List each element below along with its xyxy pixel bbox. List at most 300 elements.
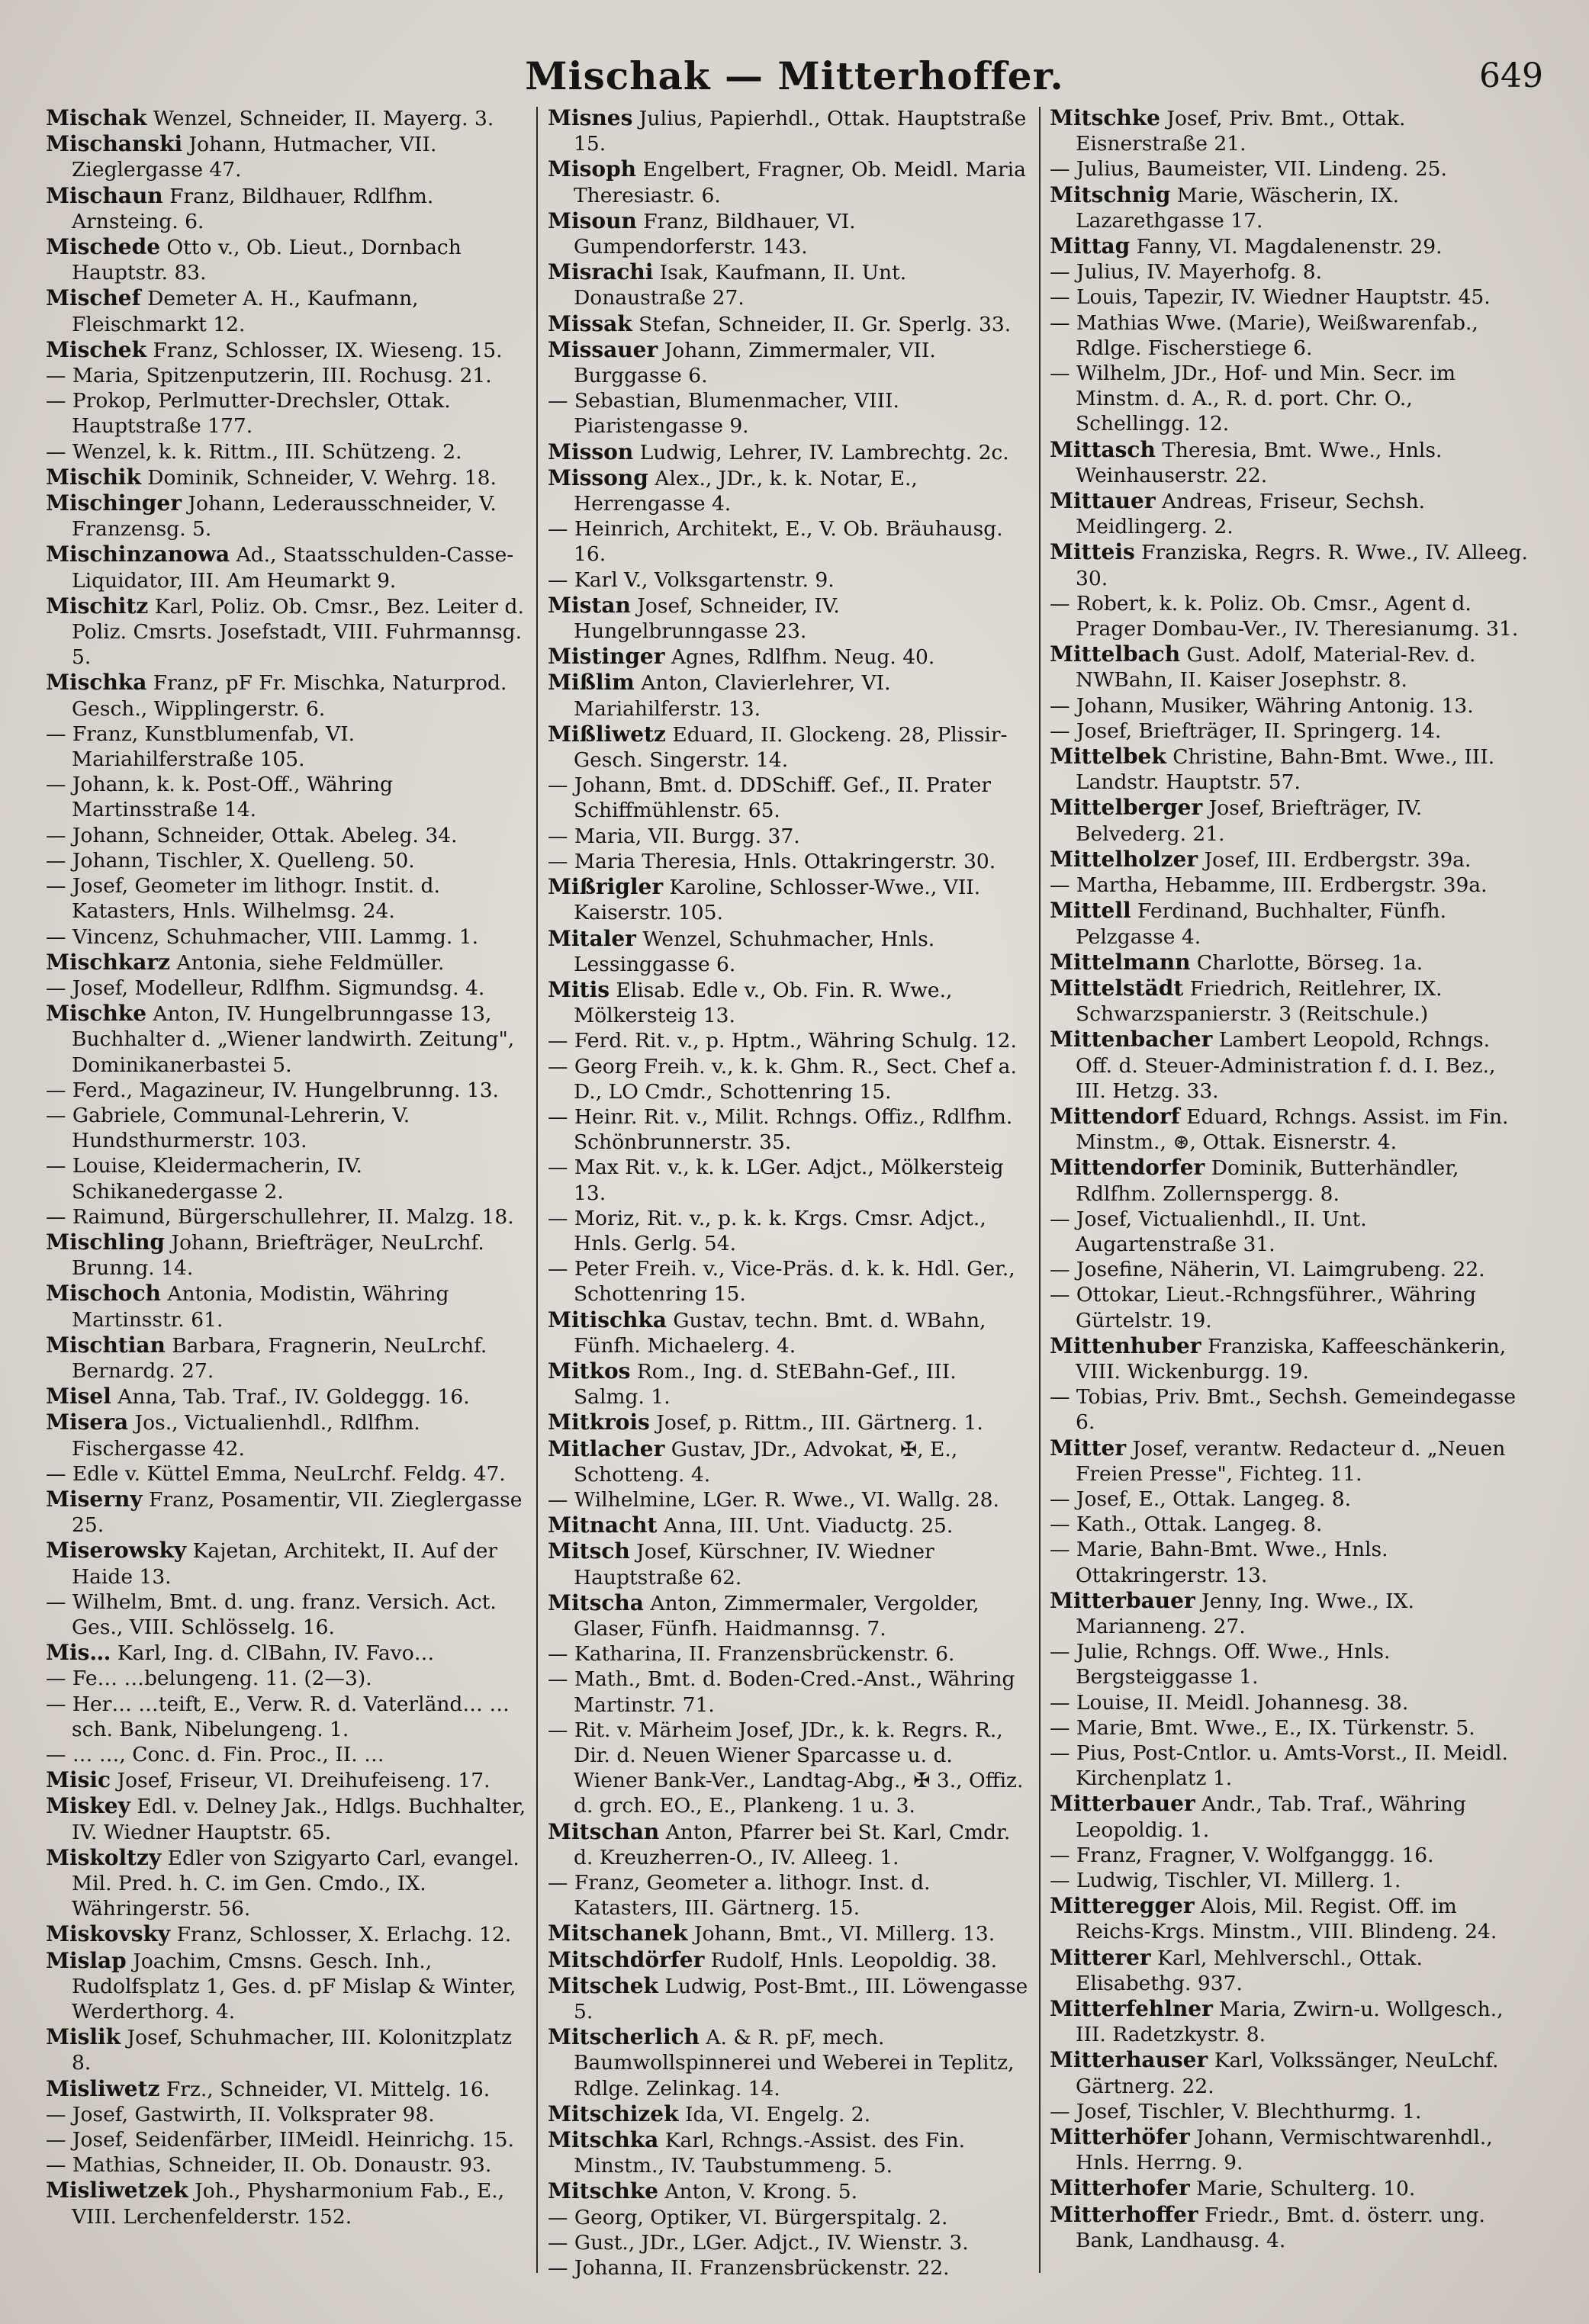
entry-surname: Mitis bbox=[548, 976, 610, 1002]
directory-entry bbox=[46, 542, 528, 593]
directory-entry bbox=[46, 1230, 528, 1281]
directory-entry bbox=[548, 644, 1030, 670]
directory-entry bbox=[46, 1281, 528, 1332]
entry-details: — Franz, Kunstblumenfab, VI. Mariahilferstraße 105. bbox=[46, 722, 355, 772]
directory-entry bbox=[1050, 1791, 1532, 1842]
entry-details: — Mathias Wwe. (Marie), Weißwarenfab., Rdlge. Fischerstiege 6. bbox=[1050, 310, 1478, 360]
directory-entry bbox=[548, 337, 1030, 388]
directory-entry bbox=[548, 670, 1030, 721]
entry-details: Marie, Wäscherin, IX. Lazarethgasse 17. bbox=[1076, 183, 1400, 233]
directory-entry bbox=[46, 2076, 528, 2102]
entry-surname: Mitsch bbox=[548, 1538, 630, 1564]
entry-details: Joh., Physharmonium Fab., E., VIII. Lerchenfelderstr. 152. bbox=[72, 2179, 505, 2229]
entry-details: Rom., Ing. d. StEBahn-Gef., III. Salmg. 1. bbox=[574, 1359, 957, 1410]
entry-details: — Vincenz, Schuhmacher, VIII. Lammg. 1. bbox=[46, 924, 478, 949]
entry-surname: Mitterhauser bbox=[1050, 2047, 1208, 2073]
entry-details: Theresia, Bmt. Wwe., Hnls. Weinhauserstr. 22. bbox=[1076, 438, 1443, 487]
entry-surname: Misrachi bbox=[548, 259, 654, 285]
directory-entry bbox=[46, 976, 528, 1001]
entry-details: — Georg, Optiker, VI. Bürgerspitalg. 2. bbox=[548, 2205, 948, 2229]
entry-details: — Josef, Gastwirth, II. Volksprater 98. bbox=[46, 2102, 435, 2126]
entry-details: — Heinrich, Architekt, E., V. Ob. Bräuhausg. 16. bbox=[548, 517, 1003, 567]
entry-details: — Maria, VII. Burgg. 37. bbox=[548, 824, 800, 848]
entry-details: — Prokop, Perlmutter-Drechsler, Ottak. Hauptstraße 177. bbox=[46, 389, 451, 439]
directory-entry bbox=[46, 670, 528, 721]
entry-details: Anna, III. Unt. Viaductg. 25. bbox=[663, 1514, 954, 1538]
entry-surname: Mischinzanowa bbox=[46, 542, 230, 567]
entry-details: — Sebastian, Blumenmacher, VIII. Piaristengasse 9. bbox=[548, 389, 899, 439]
entry-details: — Mathias, Schneider, II. Ob. Donaustr. 93. bbox=[46, 2153, 492, 2178]
entry-surname: Mitaler bbox=[548, 925, 636, 951]
directory-column-2 bbox=[548, 105, 1030, 2302]
entry-surname: Mischoch bbox=[46, 1281, 161, 1307]
entry-surname: Mistinger bbox=[548, 644, 665, 670]
entry-details: Lambert Leopold, Rchngs. Off. d. Steuer-Administration f. d. I. Bez., III. Hetzg. 33. bbox=[1076, 1028, 1496, 1103]
directory-entry bbox=[1050, 1027, 1532, 1104]
directory-entry bbox=[46, 131, 528, 182]
directory-entry bbox=[1050, 437, 1532, 488]
directory-entry bbox=[548, 773, 1030, 823]
entry-surname: Mittag bbox=[1050, 233, 1131, 259]
entry-details: — Georg Freih. v., k. k. Ghm. R., Sect. Chef a. D., LO Cmdr., Schottenring 15. bbox=[548, 1054, 1017, 1104]
entry-surname: Mitschka bbox=[548, 2127, 659, 2153]
entry-details: Josef, Schuhmacher, III. Kolonitzplatz 8. bbox=[72, 2026, 513, 2075]
directory-entry bbox=[46, 1410, 528, 1461]
entry-details: Franziska, Regrs. R. Wwe., IV. Alleeg. 30. bbox=[1076, 541, 1528, 590]
directory-entry bbox=[46, 1742, 528, 1767]
entry-details: Rudolf, Hnls. Leopoldig. 38. bbox=[710, 1948, 998, 1972]
entry-details: — Johann, Bmt. d. DDSchiff. Gef., II. Prater Schiffmühlenstr. 65. bbox=[548, 773, 992, 823]
directory-entry bbox=[46, 285, 528, 336]
directory-entry bbox=[1050, 233, 1532, 259]
entry-details: Gustav, JDr., Advokat, ✠, E., Schotteng. 4. bbox=[574, 1437, 958, 1487]
directory-entry bbox=[46, 439, 528, 464]
entry-surname: Mittendorf bbox=[1050, 1103, 1180, 1129]
directory-entry bbox=[46, 1204, 528, 1230]
directory-entry bbox=[46, 464, 528, 490]
entry-details: — Josef, Briefträger, II. Springerg. 14. bbox=[1050, 718, 1442, 743]
entry-surname: Mischitz bbox=[46, 593, 149, 619]
entry-surname: Mischling bbox=[46, 1229, 166, 1255]
directory-entry bbox=[46, 1948, 528, 2025]
entry-surname: Mitkrois bbox=[548, 1410, 650, 1435]
entry-details: Demeter A. H., Kaufmann, Fleischmarkt 12. bbox=[72, 287, 419, 336]
directory-entry bbox=[46, 1692, 528, 1742]
directory-entry bbox=[46, 1590, 528, 1640]
entry-surname: Mitter bbox=[1050, 1435, 1127, 1461]
entry-surname: Mißlim bbox=[548, 670, 635, 696]
directory-entry bbox=[548, 593, 1030, 644]
entry-details: — Johann, Musiker, Währing Antonig. 13. bbox=[1050, 693, 1474, 718]
entry-details: — Johann, Schneider, Ottak. Abeleg. 34. bbox=[46, 823, 458, 847]
entry-details: Charlotte, Börseg. 1a. bbox=[1196, 950, 1423, 975]
directory-entry bbox=[1050, 873, 1532, 898]
directory-entry bbox=[548, 2255, 1030, 2281]
entry-surname: Misnes bbox=[548, 105, 633, 130]
page-number: 649 bbox=[1479, 56, 1543, 95]
entry-details: Josef, Schneider, IV. Hungelbrunngasse 23. bbox=[574, 593, 840, 644]
entry-details: Karl, Volkssänger, NeuLchf. Gärtnerg. 22. bbox=[1076, 2049, 1499, 2098]
entry-details: — Heinr. Rit. v., Milit. Rchngs. Offiz., Rdlfhm. Schönbrunnerstr. 35. bbox=[548, 1104, 1013, 1155]
entry-surname: Mitschke bbox=[1050, 105, 1160, 130]
entry-surname: Mitschnig bbox=[1050, 182, 1171, 207]
directory-entry bbox=[46, 388, 528, 439]
directory-entry bbox=[46, 1153, 528, 1204]
entry-details: Ferdinand, Buchhalter, Fünfh. Pelzgasse 4. bbox=[1076, 899, 1447, 949]
entry-surname: Miserowsky bbox=[46, 1538, 187, 1564]
entry-details: — Louise, II. Meidl. Johannesg. 38. bbox=[1050, 1690, 1409, 1715]
entry-details: — Louis, Tapezir, IV. Wiedner Hauptstr. 45. bbox=[1050, 285, 1491, 310]
directory-entry bbox=[548, 311, 1030, 337]
entry-surname: Miskovsky bbox=[46, 1921, 171, 1947]
entry-surname: Mitischka bbox=[548, 1307, 667, 1332]
directory-entry bbox=[46, 2178, 528, 2229]
directory-entry bbox=[1050, 1155, 1532, 1206]
directory-entry bbox=[1050, 1537, 1532, 1587]
entry-details: — Josef, Geometer im lithogr. Instit. d. Katasters, Hnls. Wilhelmsg. 24. bbox=[46, 874, 440, 924]
entry-details: Isak, Kaufmann, II. Unt. Donaustraße 27. bbox=[574, 261, 907, 310]
entry-details: — Johann, k. k. Post-Off., Währing Martinsstraße 14. bbox=[46, 773, 393, 822]
directory-entry bbox=[1050, 259, 1532, 284]
entry-surname: Mittelmann bbox=[1050, 949, 1191, 975]
entry-surname: Mitterfehlner bbox=[1050, 1996, 1213, 2022]
directory-entry bbox=[548, 1487, 1030, 1512]
directory-entry bbox=[548, 1436, 1030, 1487]
entry-details: Stefan, Schneider, II. Gr. Sperlg. 33. bbox=[638, 312, 1012, 336]
directory-entry bbox=[548, 849, 1030, 874]
entry-details: — Marie, Bmt. Wwe., E., IX. Türkenstr. 5. bbox=[1050, 1715, 1475, 1740]
directory-entry bbox=[46, 873, 528, 924]
entry-details: Anton, Pfarrer bei St. Karl, Cmdr. d. Kreuzherren-O., IV. Alleeg. 1. bbox=[574, 1820, 1011, 1869]
entry-details: Franz, Bildhauer, Rdlfhm. Arnsteing. 6. bbox=[72, 184, 434, 233]
entry-details: — Raimund, Bürgerschullehrer, II. Malzg. 18. bbox=[46, 1204, 514, 1229]
entry-surname: Miserny bbox=[46, 1486, 143, 1512]
entry-surname: Misoph bbox=[548, 156, 637, 182]
entry-details: — Gabriele, Communal-Lehrerin, V. Hundsthurmerstr. 103. bbox=[46, 1103, 410, 1153]
directory-entry bbox=[548, 1104, 1030, 1155]
directory-entry bbox=[46, 1487, 528, 1538]
entry-surname: Mittell bbox=[1050, 898, 1131, 924]
directory-entry bbox=[1050, 1690, 1532, 1715]
directory-entry bbox=[46, 1640, 528, 1666]
entry-surname: Mitschek bbox=[548, 1972, 658, 1998]
directory-entry bbox=[548, 1410, 1030, 1435]
directory-entry bbox=[46, 950, 528, 976]
entry-details: — Wilhelm, JDr., Hof- und Min. Secr. im Minstm. d. A., R. d. port. Chr. O., Schellingg. 12. bbox=[1050, 362, 1456, 436]
entry-details: — Josef, Modelleur, Rdlfhm. Sigmundsg. 4. bbox=[46, 976, 485, 1000]
directory-entry bbox=[1050, 1893, 1532, 1944]
entry-details: A. & R. pF, mech. Baumwollspinnerei und Weberei in Teplitz, Rdlge. Zelinkag. 14. bbox=[574, 2026, 1015, 2101]
entry-details: — Katharina, II. Franzensbrückenstr. 6. bbox=[548, 1642, 955, 1667]
directory-entry bbox=[548, 1155, 1030, 1205]
entry-details: Franziska, Kaffeeschänkerin, VIII. Wickenburgg. 19. bbox=[1076, 1334, 1507, 1384]
entry-details: Josef, p. Rittm., III. Gärtnerg. 1. bbox=[656, 1411, 983, 1435]
directory-entry bbox=[1050, 1639, 1532, 1689]
directory-entry bbox=[1050, 2202, 1532, 2253]
entry-surname: Mitscherlich bbox=[548, 2024, 700, 2050]
entry-surname: Mitterhofer bbox=[1050, 2175, 1190, 2201]
entry-surname: Misliwetzek bbox=[46, 2178, 188, 2203]
directory-entry bbox=[548, 1206, 1030, 1256]
entry-details: Karl, Ing. d. ClBahn, IV. Favo… bbox=[117, 1641, 435, 1666]
directory-entry bbox=[548, 1921, 1030, 1946]
directory-entry bbox=[548, 874, 1030, 925]
entry-details: Andr., Tab. Traf., Währing Leopoldig. 1. bbox=[1076, 1792, 1466, 1842]
entry-surname: Misel bbox=[46, 1384, 111, 1410]
entry-details: — Pius, Post-Cntlor. u. Amts-Vorst., II. Meidl. Kirchenplatz 1. bbox=[1050, 1741, 1508, 1791]
entry-details: Jenny, Ing. Wwe., IX. Marianneng. 27. bbox=[1076, 1589, 1414, 1638]
entry-details: Franz, Bildhauer, VI. Gumpendorferstr. 143. bbox=[574, 209, 856, 259]
directory-entry bbox=[548, 722, 1030, 773]
entry-details: Josef, Kürschner, IV. Wiedner Hauptstraße 62. bbox=[574, 1540, 934, 1590]
page-header bbox=[46, 53, 1543, 107]
entry-details: Josef, Briefträger, IV. Belvederg. 21. bbox=[1076, 796, 1423, 846]
entry-details: — Josef, Tischler, V. Blechthurmg. 1. bbox=[1050, 2099, 1422, 2123]
directory-entry bbox=[548, 2230, 1030, 2255]
entry-surname: Mitterbauer bbox=[1050, 1587, 1195, 1613]
directory-entry bbox=[1050, 1996, 1532, 2047]
entry-surname: Mitschan bbox=[548, 1818, 660, 1844]
directory-entry bbox=[548, 156, 1030, 207]
directory-entry bbox=[46, 1384, 528, 1410]
entry-details: — Maria Theresia, Hnls. Ottakringerstr. 30. bbox=[548, 849, 996, 873]
directory-entry bbox=[548, 388, 1030, 439]
directory-entry bbox=[1050, 310, 1532, 361]
entry-surname: Mittendorfer bbox=[1050, 1155, 1205, 1181]
entry-details: Engelbert, Fragner, Ob. Meidl. Maria Theresiastr. 6. bbox=[574, 158, 1026, 207]
directory-entry bbox=[548, 1028, 1030, 1053]
directory-entry bbox=[548, 1718, 1030, 1819]
entry-surname: Misoun bbox=[548, 207, 637, 233]
running-title: Mischak — Mitterhoffer. bbox=[525, 53, 1064, 98]
directory-entry bbox=[1050, 284, 1532, 310]
entry-details: — Karl V., Volksgartenstr. 9. bbox=[548, 567, 835, 592]
entry-surname: Misliwetz bbox=[46, 2075, 160, 2101]
entry-details: — Rit. v. Märheim Josef, JDr., k. k. Regrs. R., Dir. d. Neuen Wiener Sparcasse u. d. Wiener Bank-Ver., Landtag-Abg., ✠ 3., Offiz. d. grch. EO., E., Plankeng. 1 u. 3. bbox=[548, 1718, 1024, 1818]
directory-entry bbox=[46, 1078, 528, 1103]
entry-details: Anna, Tab. Traf., IV. Goldeggg. 16. bbox=[117, 1385, 470, 1410]
directory-entry bbox=[1050, 2175, 1532, 2201]
directory-entry bbox=[46, 593, 528, 670]
entry-details: — Robert, k. k. Poliz. Ob. Cmsr., Agent d. Prager Dombau-Ver., IV. Theresianumg. 31. bbox=[1050, 591, 1519, 641]
entry-details: — Louise, Kleidermacherin, IV. Schikanedergasse 2. bbox=[46, 1154, 362, 1204]
entry-details: — Max Rit. v., k. k. LGer. Adjct., Mölkersteig 13. bbox=[548, 1156, 1004, 1205]
entry-surname: Mistan bbox=[548, 592, 631, 618]
entry-surname: Mischinger bbox=[46, 490, 182, 516]
entry-details: — … …, Conc. d. Fin. Proc., II. … bbox=[46, 1743, 384, 1766]
column-divider bbox=[1039, 107, 1041, 2273]
directory-entry bbox=[1050, 1945, 1532, 1996]
entry-surname: Mitschizek bbox=[548, 2101, 679, 2126]
directory-entry bbox=[1050, 1333, 1532, 1384]
entry-details: — Julie, Rchngs. Off. Wwe., Hnls. Bergsteiggasse 1. bbox=[1050, 1640, 1391, 1689]
entry-surname: Mis… bbox=[46, 1640, 111, 1666]
entry-details: Karoline, Schlosser-Wwe., VII. Kaiserstr. 105. bbox=[574, 876, 981, 925]
directory-entry bbox=[548, 2178, 1030, 2204]
entry-details: Friedr., Bmt. d. österr. ung. Bank, Landhausg. 4. bbox=[1076, 2203, 1485, 2252]
entry-details: Ludwig, Post-Bmt., III. Löwengasse 5. bbox=[574, 1974, 1028, 2024]
directory-entry bbox=[548, 2101, 1030, 2127]
entry-details: — Her… …teift, E., Verw. R. d. Vaterländ… …sch. Bank, Nibelungeng. 1. bbox=[46, 1692, 510, 1741]
directory-entry bbox=[46, 1538, 528, 1589]
directory-entry bbox=[1050, 744, 1532, 795]
entry-details: Johann, Briefträger, NeuLrchf. Brunng. 14. bbox=[72, 1230, 484, 1281]
entry-surname: Miskoltzy bbox=[46, 1844, 162, 1870]
directory-entry bbox=[1050, 539, 1532, 590]
directory-entry bbox=[46, 105, 528, 131]
directory-entry bbox=[1050, 1282, 1532, 1332]
directory-entry bbox=[548, 208, 1030, 259]
entry-details: — Johann, Tischler, X. Quelleng. 50. bbox=[46, 848, 415, 873]
entry-details: Agnes, Rdlfhm. Neug. 40. bbox=[671, 645, 935, 670]
entry-details: Antonia, Modistin, Währing Martinsstr. 61. bbox=[72, 1282, 449, 1332]
entry-details: Anton, V. Krong. 5. bbox=[664, 2180, 858, 2204]
directory-entry bbox=[46, 1666, 528, 1691]
entry-surname: Mittelbach bbox=[1050, 641, 1181, 667]
entry-details: — Julius, IV. Mayerhofg. 8. bbox=[1050, 260, 1323, 284]
entry-details: Maria, Zwirn-u. Wollgesch., III. Radetzkystr. 8. bbox=[1076, 1998, 1504, 2047]
entry-details: Josef, III. Erdbergstr. 39a. bbox=[1204, 847, 1472, 872]
directory-entry bbox=[548, 1307, 1030, 1358]
entry-surname: Mischkarz bbox=[46, 949, 170, 975]
directory-entry bbox=[1050, 1104, 1532, 1155]
entry-details: — Josef, E., Ottak. Langeg. 8. bbox=[1050, 1487, 1352, 1511]
entry-details: Josef, Friseur, VI. Dreihufeiseng. 17. bbox=[117, 1769, 491, 1793]
entry-details: Franz, pF Fr. Mischka, Naturprod. Gesch., Wipplingerstr. 6. bbox=[72, 671, 507, 721]
directory-entry bbox=[548, 2024, 1030, 2101]
entry-surname: Misic bbox=[46, 1767, 111, 1793]
directory-entry bbox=[1050, 2099, 1532, 2124]
entry-surname: Mitschdörfer bbox=[548, 1946, 705, 1972]
directory-entry bbox=[548, 824, 1030, 849]
directory-entry bbox=[1050, 718, 1532, 744]
entry-details: Wenzel, Schuhmacher, Hnls. Lessinggasse 6. bbox=[574, 927, 935, 976]
entry-details: Eduard, II. Glockeng. 28, Plissir-Gesch. Singerstr. 14. bbox=[574, 722, 1008, 773]
entry-details: Anton, Zimmermaler, Vergolder, Glaser, Fünfh. Haidmannsg. 7. bbox=[574, 1591, 979, 1641]
entry-surname: Mislik bbox=[46, 2024, 121, 2050]
entry-surname: Mischik bbox=[46, 464, 141, 490]
entry-surname: Mischanski bbox=[46, 131, 183, 157]
directory-entry bbox=[46, 1845, 528, 1922]
directory-entry bbox=[46, 183, 528, 234]
entry-details: — Julius, Baumeister, VII. Lindeng. 25. bbox=[1050, 157, 1447, 182]
directory-entry bbox=[46, 924, 528, 950]
entry-details: — Math., Bmt. d. Boden-Cred.-Anst., Währing Martinstr. 71. bbox=[548, 1667, 1015, 1717]
directory-entry bbox=[46, 722, 528, 772]
directory-entry bbox=[548, 926, 1030, 977]
entry-details: — Moriz, Rit. v., p. k. k. Krgs. Cmsr. Adjct., Hnls. Gerlg. 54. bbox=[548, 1206, 986, 1255]
directory-entry bbox=[46, 2024, 528, 2075]
directory-entry bbox=[548, 2127, 1030, 2178]
entry-details: Johann, Vermischtwarenhdl., Hnls. Herrng. 9. bbox=[1076, 2126, 1493, 2175]
entry-surname: Mittenbacher bbox=[1050, 1027, 1213, 1053]
directory-entry bbox=[1050, 1257, 1532, 1282]
directory-entry bbox=[1050, 1868, 1532, 1893]
directory-entry bbox=[1050, 1588, 1532, 1639]
entry-details: — Edle v. Küttel Emma, NeuLrchf. Feldg. 47. bbox=[46, 1461, 506, 1486]
entry-details: Anton, Clavierlehrer, VI. Mariahilferstr. 13. bbox=[574, 671, 891, 721]
entry-surname: Mißrigler bbox=[548, 874, 664, 900]
directory-entry bbox=[548, 1641, 1030, 1667]
directory-entry bbox=[548, 1054, 1030, 1104]
entry-details: — Franz, Geometer a. lithogr. Inst. d. Katasters, III. Gärtnerg. 15. bbox=[548, 1871, 931, 1921]
directory-entry bbox=[548, 465, 1030, 516]
directory-entry bbox=[46, 2127, 528, 2152]
entry-surname: Mischak bbox=[46, 105, 147, 130]
entry-surname: Mittenhuber bbox=[1050, 1332, 1201, 1358]
entry-details: Franz, Posamentir, VII. Zieglergasse 25. bbox=[72, 1487, 523, 1538]
entry-surname: Mitschanek bbox=[548, 1921, 688, 1946]
entry-surname: Mittelbek bbox=[1050, 744, 1166, 770]
directory-entry bbox=[46, 363, 528, 388]
directory-column-3 bbox=[1050, 105, 1532, 2302]
directory-entry bbox=[548, 2205, 1030, 2230]
entry-surname: Mitkos bbox=[548, 1358, 631, 1384]
directory-entry bbox=[46, 1001, 528, 1078]
directory-entry bbox=[1050, 847, 1532, 873]
entry-surname: Mißliwetz bbox=[548, 721, 666, 747]
directory-entry bbox=[1050, 1741, 1532, 1791]
directory-entry bbox=[1050, 950, 1532, 976]
entry-details: — Wilhelmine, LGer. R. Wwe., VI. Wallg. 28. bbox=[548, 1487, 999, 1512]
directory-entry bbox=[1050, 693, 1532, 718]
directory-entry bbox=[548, 977, 1030, 1028]
directory-entry bbox=[46, 1103, 528, 1153]
entry-surname: Mitlacher bbox=[548, 1435, 665, 1461]
directory-entry bbox=[548, 1819, 1030, 1870]
directory-entry bbox=[548, 1512, 1030, 1538]
directory-entry bbox=[548, 1538, 1030, 1590]
entry-details: — Fe… …belungeng. 11. (2—3). bbox=[46, 1667, 372, 1691]
directory-entry bbox=[1050, 898, 1532, 949]
entry-details: Antonia, siehe Feldmüller. bbox=[176, 950, 445, 975]
entry-surname: Mischaun bbox=[46, 182, 163, 208]
directory-entry bbox=[46, 1793, 528, 1844]
entry-surname: Missauer bbox=[548, 336, 658, 362]
entry-details: — Ferd., Magazineur, IV. Hungelbrunng. 13. bbox=[46, 1078, 499, 1102]
entry-details: — Ottokar, Lieut.-Rchngsführer., Währing Gürtelstr. 19. bbox=[1050, 1283, 1476, 1332]
entry-details: Wenzel, Schneider, II. Mayerg. 3. bbox=[153, 107, 494, 130]
entry-details: — Martha, Hebamme, III. Erdbergstr. 39a. bbox=[1050, 873, 1488, 898]
directory-entry bbox=[46, 234, 528, 285]
entry-surname: Mischede bbox=[46, 234, 161, 260]
directory-entry bbox=[1050, 361, 1532, 437]
entry-details: Karl, Poliz. Ob. Cmsr., Bez. Leiter d. Poliz. Cmsrts. Josefstadt, VIII. Fuhrmannsg. 5. bbox=[72, 594, 524, 670]
entry-details: Johann, Bmt., VI. Millerg. 13. bbox=[693, 1922, 996, 1946]
directory-entry bbox=[548, 1590, 1030, 1641]
directory-entry bbox=[46, 772, 528, 822]
entry-details: Elisab. Edle v., Ob. Fin. R. Wwe., Mölkersteig 13. bbox=[574, 978, 953, 1028]
directory-entry bbox=[1050, 641, 1532, 693]
entry-details: Dominik, Butterhändler, Rdlfhm. Zollernspergg. 8. bbox=[1076, 1156, 1459, 1206]
entry-surname: Mitterhoffer bbox=[1050, 2201, 1198, 2227]
entry-surname: Mitteregger bbox=[1050, 1893, 1195, 1919]
entry-details: — Marie, Bahn-Bmt. Wwe., Hnls. Ottakringerstr. 13. bbox=[1050, 1538, 1388, 1587]
entry-details: Ida, VI. Engelg. 2. bbox=[684, 2102, 871, 2126]
directory-entry bbox=[46, 490, 528, 542]
entry-surname: Mitscha bbox=[548, 1590, 644, 1615]
entry-details: Fanny, VI. Magdalenenstr. 29. bbox=[1136, 235, 1443, 259]
entry-details: Joachim, Cmsns. Gesch. Inh., Rudolfsplatz 1, Ges. d. pF Mislap & Winter, Werderthorg. 4. bbox=[72, 1949, 516, 2024]
directory-entry bbox=[1050, 1487, 1532, 1512]
entry-details: Friedrich, Reitlehrer, IX. Schwarzspanierstr. 3 (Reitschule.) bbox=[1076, 976, 1443, 1027]
directory-entry bbox=[46, 1332, 528, 1384]
entry-details: Andreas, Friseur, Sechsh. Meidlingerg. 2. bbox=[1076, 490, 1426, 539]
entry-surname: Mittelstädt bbox=[1050, 975, 1184, 1001]
directory-entry bbox=[548, 516, 1030, 567]
entry-details: Josef, Priv. Bmt., Ottak. Eisnerstraße 21. bbox=[1076, 107, 1406, 156]
entry-details: — Franz, Fragner, V. Wolfganggg. 16. bbox=[1050, 1843, 1434, 1867]
